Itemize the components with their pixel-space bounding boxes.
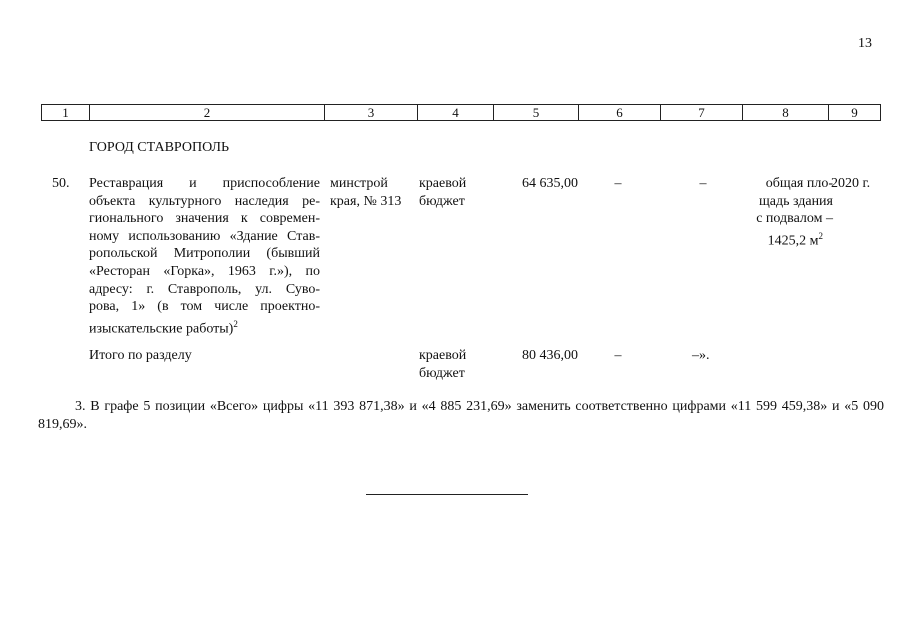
header-cell-2: 2 [90,105,325,120]
row-amount: 64 635,00 [522,176,578,191]
row-result [733,175,833,250]
row-description [89,175,320,338]
responsible-line: края, № 313 [330,193,402,209]
description-line: гионального значения к современ- [89,211,320,227]
page-number: 13 [858,36,872,51]
description-line: рова, 1» (в том числе проектно- [89,299,320,315]
description-line: ропольской Митрополии (бывший [89,246,320,262]
description-last-line [89,316,320,338]
description-line: «Ресторан «Горка», 1963 г.»), по [89,263,320,279]
total-col7: –». [692,348,710,363]
budget-line: краевой [419,176,467,191]
total-col6: – [614,348,622,363]
amendment-paragraph: 3. В графе 5 позиции «Всего» цифры «11 393 871,38» и «4 885 231,69» заменить соответственно цифрами «11 599 459,38» и «5 090 819,69». [38,399,884,432]
total-label: Итого по разделу [89,348,192,363]
description-line: адресу: г. Ставрополь, ул. Суво- [89,281,320,297]
row-year: 2020 г. [831,176,871,191]
area-superscript: 2 [818,230,823,241]
description-line: Реставрация и приспособление [89,176,320,191]
header-cell-7: 7 [661,105,743,120]
header-cell-6: 6 [579,105,661,120]
row-responsible [330,175,418,210]
result-line: с подвалом – [756,211,833,227]
header-cell-5: 5 [494,105,579,120]
header-cell-3: 3 [325,105,418,120]
footnote-marker: 2 [233,318,238,329]
result-line: общая пло- [765,176,833,191]
responsible-line: минстрой [330,176,388,191]
budget-line: бюджет [419,193,465,209]
closing-rule [366,494,528,495]
description-line: объекта культурного наследия ре- [89,193,320,209]
total-budget-line: бюджет [419,365,465,381]
description-line: ному использованию «Здание Став- [89,228,320,244]
row-col7: – [699,176,707,191]
row-number: 50. [52,176,70,191]
header-cell-8: 8 [743,105,829,120]
result-area: 1425,2 м [767,233,819,249]
row-budget [419,175,491,210]
header-cell-1: 1 [42,105,90,120]
total-budget [419,347,491,382]
row-col6: – [614,176,622,191]
table-header-row [41,104,881,121]
section-title: ГОРОД СТАВРОПОЛЬ [89,140,230,155]
description-last-text: изыскательские работы) [89,321,234,337]
result-line: щадь здания [758,193,833,209]
total-budget-line: краевой [419,348,467,363]
total-amount: 80 436,00 [522,348,578,363]
header-cell-9: 9 [851,105,858,120]
result-area-line [733,228,833,250]
header-cell-4: 4 [418,105,494,120]
